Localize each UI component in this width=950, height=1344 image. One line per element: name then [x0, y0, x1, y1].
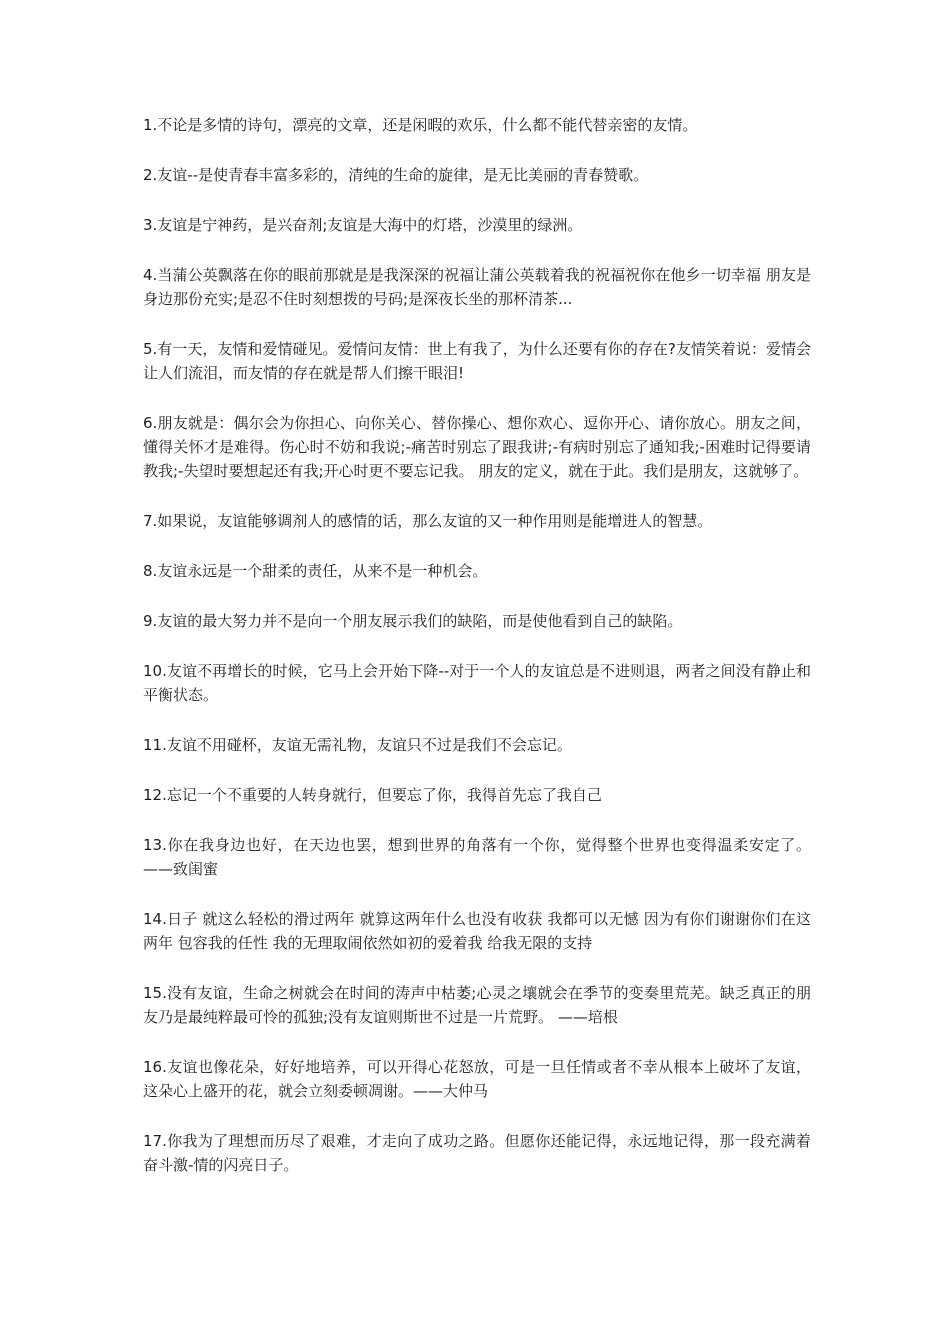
document-body — [143, 113, 811, 1203]
quote-13: 13.你在我身边也好，在天边也罢，想到世界的角落有一个你，觉得整个世界也变得温柔安定了。 ——致闺蜜 — [143, 836, 811, 878]
quote-4: 4.当蒲公英飘落在你的眼前那就是是我深深的祝福让蒲公英载着我的祝福祝你在他乡一切幸福 朋友是身边那份充实;是忍不住时刻想拨的号码;是深夜长坐的那杯清茶... — [143, 266, 811, 308]
quote-17: 17.你我为了理想而历尽了艰难，才走向了成功之路。但愿你还能记得，永远地记得，那一段充满着奋斗激-情的闪亮日子。 — [143, 1132, 811, 1174]
quote-8: 8.友谊永远是一个甜柔的责任，从来不是一种机会。 — [143, 562, 488, 580]
quote-5: 5.有一天，友情和爱情碰见。爱情问友情：世上有我了，为什么还要有你的存在?友情笑着说：爱情会让人们流泪，而友情的存在就是帮人们擦干眼泪! — [143, 340, 811, 382]
quote-9: 9.友谊的最大努力并不是向一个朋友展示我们的缺陷，而是使他看到自己的缺陷。 — [143, 612, 683, 630]
quote-11: 11.友谊不用碰杯，友谊无需礼物，友谊只不过是我们不会忘记。 — [143, 736, 572, 754]
quote-7: 7.如果说，友谊能够调剂人的感情的话，那么友谊的又一种作用则是能增进人的智慧。 — [143, 512, 713, 530]
quote-14: 14.日子 就这么轻松的滑过两年 就算这两年什么也没有收获 我都可以无憾 因为有你们谢谢你们在这两年 包容我的任性 我的无理取闹依然如初的爱着我 给我无限的支持 — [143, 910, 811, 952]
quote-12: 12.忘记一个不重要的人转身就行，但要忘了你，我得首先忘了我自己 — [143, 786, 602, 804]
quote-3: 3.友谊是宁神药，是兴奋剂;友谊是大海中的灯塔，沙漠里的绿洲。 — [143, 216, 583, 234]
quote-6: 6.朋友就是：偶尔会为你担心、向你关心、替你操心、想你欢心、逗你开心、请你放心。朋友之间，懂得关怀才是难得。伤心时不妨和我说;-痛苦时别忘了跟我讲;-有病时别忘了通知我;-困难时记得要请教我;-失望时要想起还有我;开心时更不要忘记我。 朋友的定义，就在于此。我们是朋友，这就够了。 — [143, 414, 811, 480]
quote-16: 16.友谊也像花朵，好好地培养，可以开得心花怒放，可是一旦任情或者不幸从根本上破坏了友谊，这朵心上盛开的花，就会立刻委顿凋谢。——大仲马 — [143, 1058, 811, 1100]
quote-1: 1.不论是多情的诗句，漂亮的文章，还是闲暇的欢乐，什么都不能代替亲密的友情。 — [143, 116, 698, 134]
quote-2: 2.友谊--是使青春丰富多彩的，清纯的生命的旋律，是无比美丽的青春赞歌。 — [143, 166, 649, 184]
quote-15: 15.没有友谊，生命之树就会在时间的涛声中枯萎;心灵之壤就会在季节的变奏里荒芜。缺乏真正的朋友乃是最纯粹最可怜的孤独;没有友谊则斯世不过是一片荒野。 ——培根 — [143, 984, 811, 1026]
quote-10: 10.友谊不再增长的时候，它马上会开始下降--对于一个人的友谊总是不进则退，两者之间没有静止和平衡状态。 — [143, 662, 811, 704]
